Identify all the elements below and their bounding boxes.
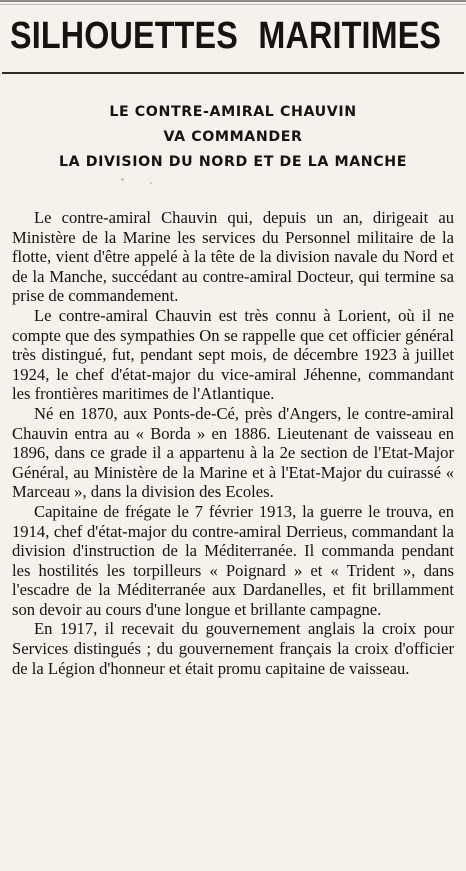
headline-word-2: MARITIMES [258,15,442,57]
print-speck [121,178,124,181]
paragraph-2: Le contre-amiral Chauvin est très connu à Lorient, où il ne compte que des sympathies On se rappelle que cet officier général très distingué, fut, pendant sept mois, de décembre 1923 à juillet 1924, le chef d'état-major du vice-amiral Jéhenne, commandant les frontières maritimes de l'Atlantique. [12,305,454,404]
article-title-line-3: LA DIVISION DU NORD ET DE LA MANCHE [58,154,408,170]
section-headline [10,14,442,58]
print-speck [150,182,152,184]
clipping-edge [0,864,466,871]
top-rule [0,0,466,6]
paragraph-5: En 1917, il recevait du gouvernement anglais la croix pour Services distingués ; du gouvernement français la croix d'officier de la Légion d'honneur et était promu capitaine de vaisseau. [12,619,454,678]
article-body [12,208,454,678]
paragraph-4: Capitaine de frégate le 7 février 1913, la guerre le trouva, en 1914, chef d'état-major du contre-amiral Derrieus, commandant la division d'instruction de la Méditerranée. Il commanda pendant les hostilités les torpilleurs « Poignard » et « Trident », dans l'escadre de la Méditerranée aux Dardanelles, et fit brillamment son devoir au cours d'une longue et brillante campagne. [12,501,454,619]
headline-word-1: SILHOUETTES [10,15,238,57]
header-rule [2,72,464,74]
paragraph-3: Né en 1870, aux Ponts-de-Cé, près d'Angers, le contre-amiral Chauvin entra au « Borda » en 1886. Lieutenant de vaisseau en 1896, dans ce grade il a appartenu à la 2e section de l'Etat-Major Général, au Ministère de la Marine et à l'Etat-Major du cuirassé « Marceau », dans la division des Ecoles. [12,403,454,502]
article-title-line-1: LE CONTRE-AMIRAL CHAUVIN [109,104,357,120]
paragraph-1: Le contre-amiral Chauvin qui, depuis un an, dirigeait au Ministère de la Marine les services du Personnel militaire de la flotte, vient d'être appelé à la tête de la division navale du Nord et de la Manche, succédant au contre-amiral Docteur, qui termine sa prise de commandement. [12,208,454,306]
article-title-line-2: VA COMMANDER [163,129,303,145]
